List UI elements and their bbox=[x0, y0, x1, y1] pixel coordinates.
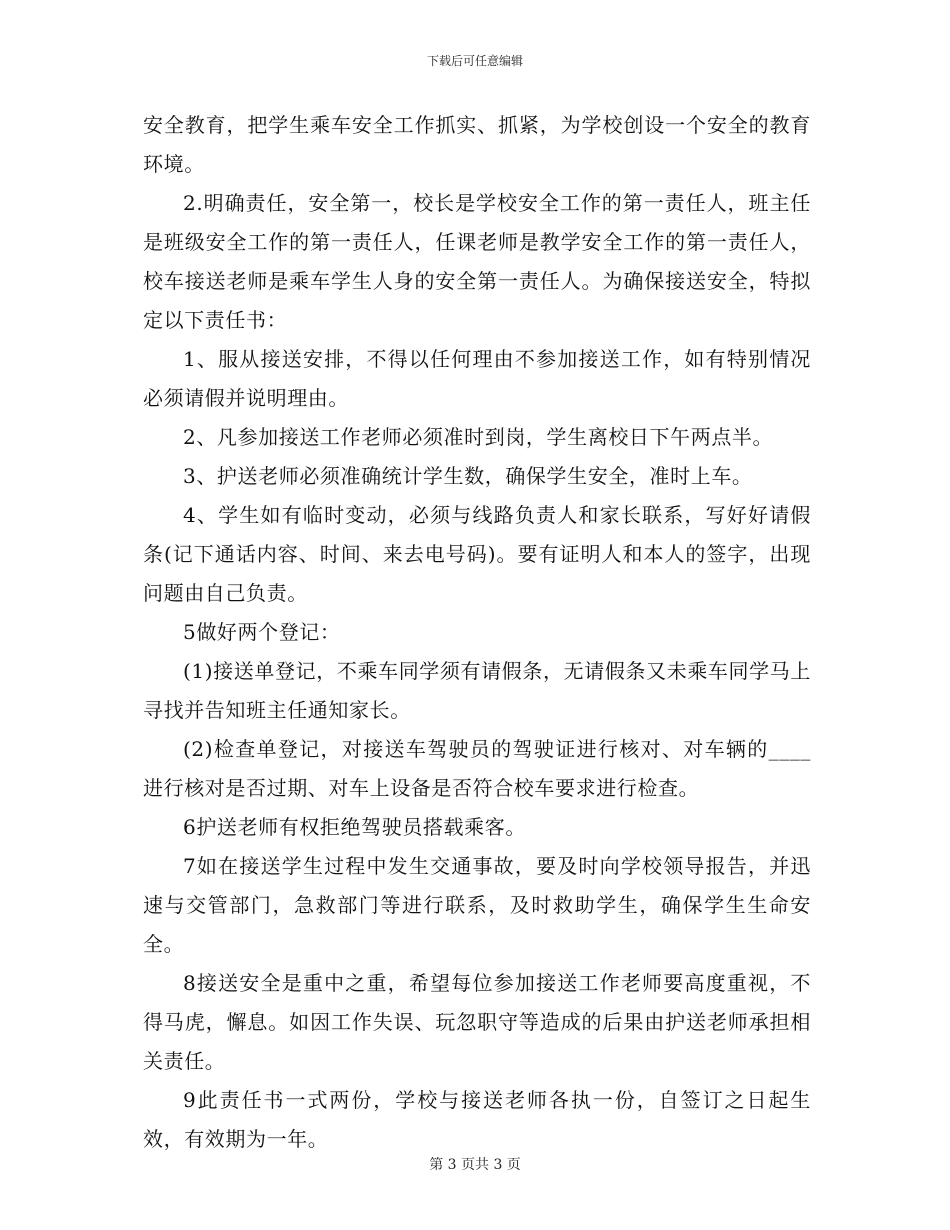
paragraph-item-3: 3、护送老师必须准确统计学生数，确保学生安全，准时上车。 bbox=[183, 464, 753, 488]
paragraph-item-5-sub-1: (1)接送单登记，不乘车同学须有请假条，无请假条又未乘车同学马上寻找并告知班主任通知家长。 bbox=[143, 659, 811, 722]
document-body bbox=[143, 106, 811, 1159]
paragraph-item-5-sub-2: (2)检查单登记，对接送车驾驶员的驾驶证进行核对、对车辆的____进行核对是否过期、对车上设备是否符合校车要求进行检查。 bbox=[143, 737, 811, 800]
paragraph-item-9: 9此责任书一式两份，学校与接送老师各执一份，自签订之日起生效，有效期为一年。 bbox=[143, 1088, 811, 1151]
paragraph-item-8: 8接送安全是重中之重，希望每位参加接送工作老师要高度重视，不得马虎，懈息。如因工作失误、玩忽职守等造成的后果由护送老师承担相关责任。 bbox=[143, 971, 811, 1073]
paragraph-safety-education-continued: 安全教育，把学生乘车安全工作抓实、抓紧，为学校创设一个安全的教育环境。 bbox=[143, 113, 811, 176]
page-number: 第 3 页共 3 页 bbox=[429, 1157, 521, 1173]
paragraph-item-2: 2、凡参加接送工作老师必须准时到岗，学生离校日下午两点半。 bbox=[183, 425, 774, 449]
paragraph-responsibility: 2.明确责任，安全第一，校长是学校安全工作的第一责任人，班主任是班级安全工作的第一责任人，任课老师是教学安全工作的第一责任人，校车接送老师是乘车学生人身的安全第一责任人。为确保接送安全，特拟定以下责任书： bbox=[143, 191, 811, 332]
page-header: 下载后可任意编辑 bbox=[426, 54, 523, 68]
paragraph-item-4: 4、学生如有临时变动，必须与线路负责人和家长联系，写好好请假条(记下通话内容、时间、来去电号码)。要有证明人和本人的签字，出现问题由自己负责。 bbox=[143, 503, 811, 605]
paragraph-item-6: 6护送老师有权拒绝驾驶员搭载乘客。 bbox=[183, 815, 526, 839]
paragraph-item-5: 5做好两个登记： bbox=[183, 620, 341, 644]
paragraph-item-1: 1、服从接送安排，不得以任何理由不参加接送工作，如有特别情况必须请假并说明理由。 bbox=[143, 347, 811, 410]
paragraph-item-7: 7如在接送学生过程中发生交通事故，要及时向学校领导报告，并迅速与交管部门，急救部门等进行联系，及时救助学生，确保学生生命安全。 bbox=[143, 854, 811, 956]
